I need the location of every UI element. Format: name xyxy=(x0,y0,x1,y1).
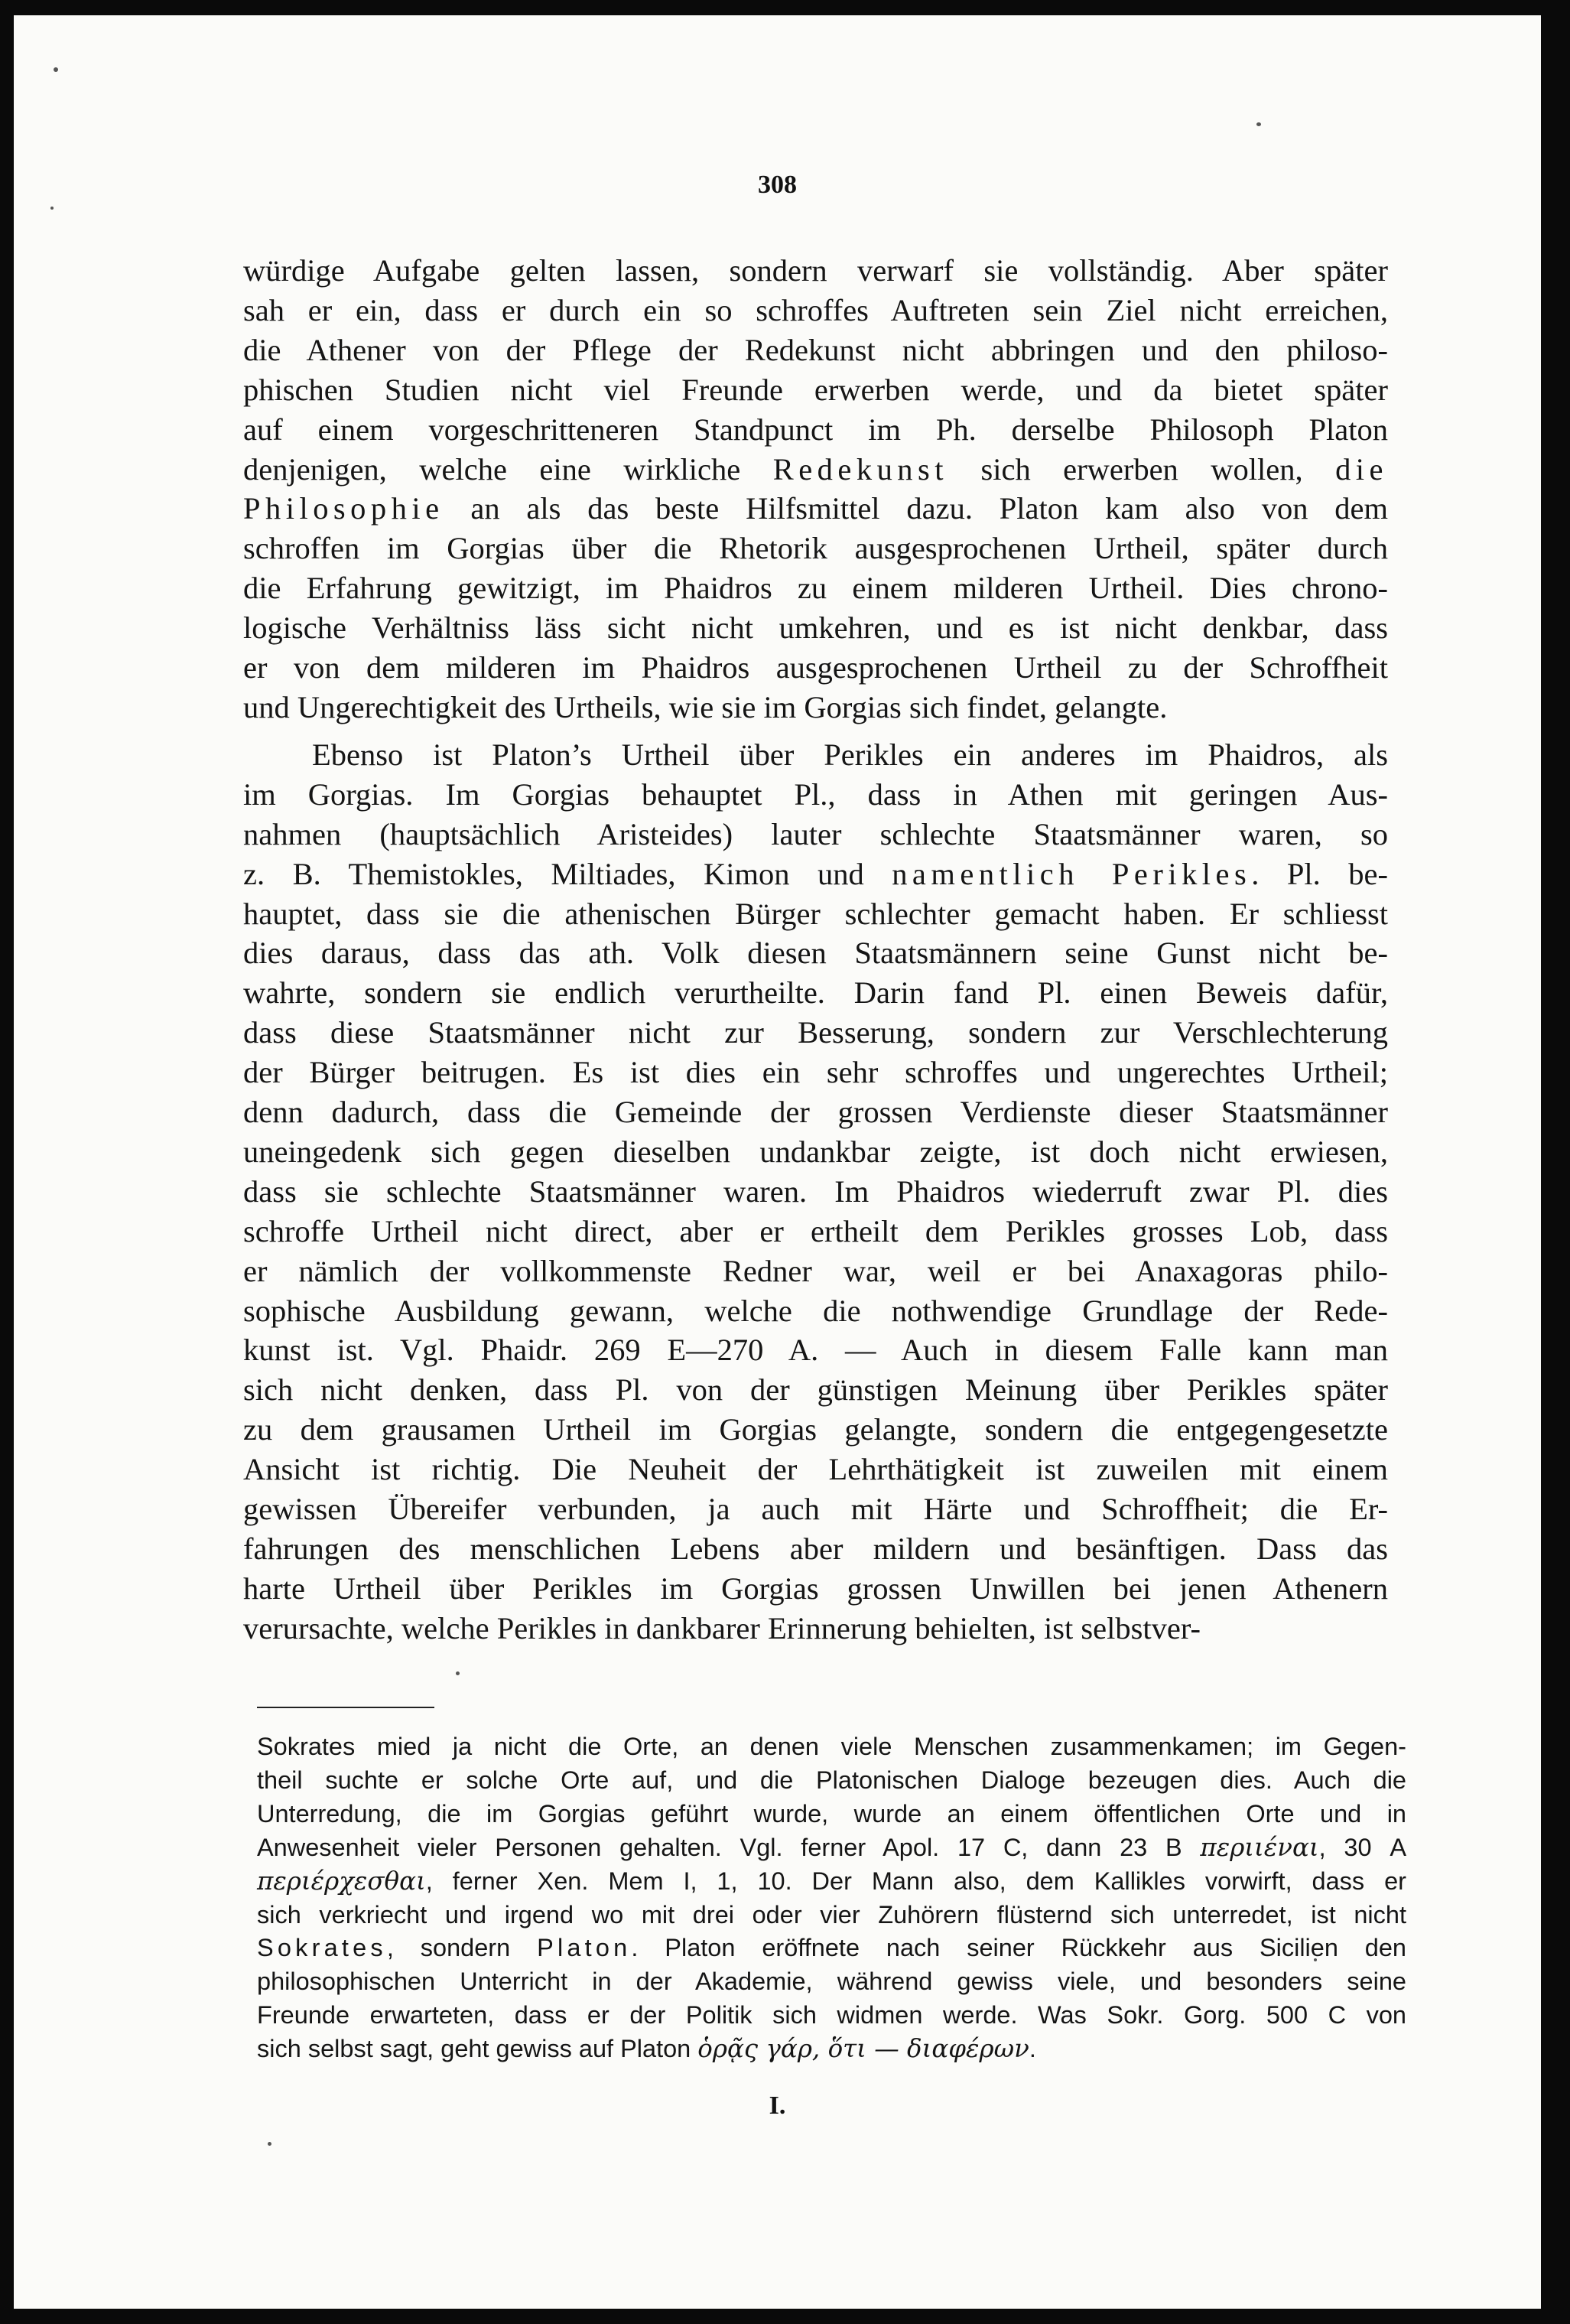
greek-quotation: ὁρᾷς γάρ, ὅτι — διαφέρων xyxy=(697,2034,1029,2064)
text-line: nahmen (hauptsächlich Aristeides) lauter schlechte Staatsmänner waren, so xyxy=(243,816,1388,851)
dust-speck xyxy=(1256,122,1261,126)
text-line: uneingedenk sich gegen dieselben undankbar zeigte, ist doch nicht erwiesen, xyxy=(243,1134,1388,1169)
line-segment: . Platon eröffnete nach seiner Rückkehr aus Sicilien den xyxy=(631,1934,1406,1962)
text-line: schroffen im Gorgias über die Rhetorik ausgesprochenen Urtheil, später durch xyxy=(243,531,1388,566)
text-line: verursachte, welche Perikles in dankbarer Erinnerung behielten, ist selbstver- xyxy=(243,1610,1201,1645)
dust-speck xyxy=(54,67,58,72)
footnote-line xyxy=(257,2033,1406,2066)
text-line: phischen Studien nicht viel Freunde erwerben werde, und da bietet später xyxy=(243,372,1388,407)
spaced-emphasis: Sokrates xyxy=(257,1934,387,1962)
line-segment: . Pl. be- xyxy=(1251,856,1388,891)
text-line: und Ungerechtigkeit des Urtheils, wie sie im Gorgias sich findet, gelangte. xyxy=(243,689,1168,724)
spaced-emphasis: Redekunst xyxy=(772,451,949,487)
text-line: zu dem grausamen Urtheil im Gorgias gelangte, sondern die entgegengesetzte xyxy=(243,1412,1388,1447)
spaced-emphasis: namentlich Perikles xyxy=(892,856,1252,891)
text-line: sophische Ausbildung gewann, welche die nothwendige Grundlage der Rede- xyxy=(243,1293,1388,1328)
footnote-line: sich verkriecht und irgend wo mit drei oder vier Zuhörern flüsternd sich unterredet, ist nicht xyxy=(257,1900,1406,1929)
text-line: hauptet, dass sie die athenischen Bürger schlechter gemacht haben. Er schliesst xyxy=(243,896,1388,931)
text-line: er nämlich der vollkommenste Redner war, weil er bei Anaxagoras philo- xyxy=(243,1253,1388,1288)
text-line: schroffe Urtheil nicht direct, aber er ertheilt dem Perikles grosses Lob, dass xyxy=(243,1213,1388,1248)
text-line: der Bürger beitrugen. Es ist dies ein sehr schroffes und ungerechtes Urtheil; xyxy=(243,1055,1388,1090)
footnote-line xyxy=(257,1831,1406,1865)
dust-speck xyxy=(50,207,54,210)
text-line: wahrte, sondern sie endlich verurtheilte. Darin fand Pl. einen Beweis dafür, xyxy=(243,975,1388,1011)
text-line: Ebenso ist Platon’s Urtheil über Perikles ein anderes im Phaidros, als xyxy=(312,737,1388,772)
text-line: sich nicht denken, dass Pl. von der günstigen Meinung über Perikles später xyxy=(243,1372,1388,1408)
text-line: würdige Aufgabe gelten lassen, sondern verwarf sie vollständig. Aber später xyxy=(243,253,1388,288)
text-line xyxy=(243,854,1388,894)
line-segment: z. B. Themistokles, Miltiades, Kimon und xyxy=(243,856,892,891)
line-segment: sich erwerben wollen, xyxy=(948,451,1336,487)
line-segment: sich selbst sagt, geht gewiss auf Platon xyxy=(257,2035,698,2063)
main-text xyxy=(243,251,1388,1649)
text-line: auf einem vorgeschritteneren Standpunct im Ph. derselbe Philosoph Platon xyxy=(243,412,1388,447)
text-line: Ansicht ist richtig. Die Neuheit der Lehrthätigkeit ist zuweilen mit einem xyxy=(243,1452,1388,1487)
greek-quotation: περιέρχεσθαι xyxy=(257,1866,426,1896)
text-line: dass diese Staatsmänner nicht zur Besserung, sondern zur Verschlechterung xyxy=(243,1015,1388,1050)
text-line: sah er ein, dass er durch ein so schroffes Auftreten sein Ziel nicht erreichen, xyxy=(243,292,1388,327)
text-line: die Erfahrung gewitzigt, im Phaidros zu einem milderen Urtheil. Dies chrono- xyxy=(243,571,1388,606)
footnote-line: Unterredung, die im Gorgias geführt wurde, wurde an einem öffentlichen Orte und in xyxy=(257,1799,1406,1828)
footnote-separator xyxy=(257,1707,434,1708)
line-segment: Anwesenheit vieler Personen gehalten. Vgl. ferner Apol. 17 C, dann 23 B xyxy=(257,1833,1201,1861)
document-page xyxy=(14,15,1541,2309)
text-line: denn dadurch, dass die Gemeinde der grossen Verdienste dieser Staatsmänner xyxy=(243,1095,1388,1130)
text-line: dies daraus, dass das ath. Volk diesen Staatsmännern seine Gunst nicht be- xyxy=(243,936,1388,971)
footnote-line: theil suchte er solche Orte auf, und die Platonischen Dialoge bezeugen dies. Auch die xyxy=(257,1766,1406,1794)
line-segment: . xyxy=(1029,2035,1036,2063)
line-segment: , ferner Xen. Mem I, 1, 10. Der Mann also, dem Kallikles vorwirft, dass er xyxy=(425,1867,1406,1895)
footnote-line: Sokrates mied ja nicht die Orte, an denen viele Menschen zusammenkamen; im Gegen- xyxy=(257,1733,1406,1760)
footnote-line xyxy=(257,1932,1406,1965)
line-segment: an als das beste Hilfsmittel dazu. Platon kam also von dem xyxy=(444,491,1388,526)
signature-mark: I. xyxy=(769,2091,786,2120)
text-line xyxy=(243,450,1388,490)
text-line: gewissen Übereifer verbunden, ja auch mit Härte und Schroffheit; die Er- xyxy=(243,1492,1388,1527)
text-line: kunst ist. Vgl. Phaidr. 269 E—270 A. — Auch in diesem Falle kann man xyxy=(243,1333,1388,1368)
dust-speck xyxy=(268,2142,271,2146)
line-segment: , 30 A xyxy=(1318,1833,1406,1861)
line-segment: , sondern xyxy=(386,1934,538,1962)
footnote xyxy=(257,1730,1406,2066)
footnote-line xyxy=(257,1865,1406,1899)
text-line: logische Verhältniss läss sicht nicht umkehren, und es ist nicht denkbar, dass xyxy=(243,610,1388,646)
text-line xyxy=(243,489,1388,529)
spaced-emphasis: Platon xyxy=(537,1934,632,1962)
spaced-emphasis: die xyxy=(1335,451,1388,487)
text-line: die Athener von der Pflege der Redekunst nicht abbringen und den philoso- xyxy=(243,332,1388,367)
footnote-line: Freunde erwarteten, dass er der Politik sich widmen werde. Was Sokr. Gorg. 500 C von xyxy=(257,2001,1406,2029)
spaced-emphasis: Philosophie xyxy=(243,491,444,526)
text-line: harte Urtheil über Perikles im Gorgias grossen Unwillen bei jenen Athenern xyxy=(243,1570,1388,1606)
greek-quotation: περιιέναι xyxy=(1200,1832,1319,1862)
page-number: 308 xyxy=(758,171,797,199)
line-segment: denjenigen, welche eine wirkliche xyxy=(243,451,773,487)
dust-speck xyxy=(456,1671,460,1675)
footnote-line: philosophischen Unterricht in der Akademie, während gewiss viele, und besonders seine xyxy=(257,1968,1406,1996)
text-line: im Gorgias. Im Gorgias behauptet Pl., dass in Athen mit geringen Aus- xyxy=(243,776,1388,812)
text-line: fahrungen des menschlichen Lebens aber mildern und besänftigen. Dass das xyxy=(243,1531,1388,1566)
text-line: er von dem milderen im Phaidros ausgesprochenen Urtheil zu der Schroffheit xyxy=(243,650,1388,685)
text-line: dass sie schlechte Staatsmänner waren. Im Phaidros wiederruft zwar Pl. dies xyxy=(243,1173,1388,1209)
